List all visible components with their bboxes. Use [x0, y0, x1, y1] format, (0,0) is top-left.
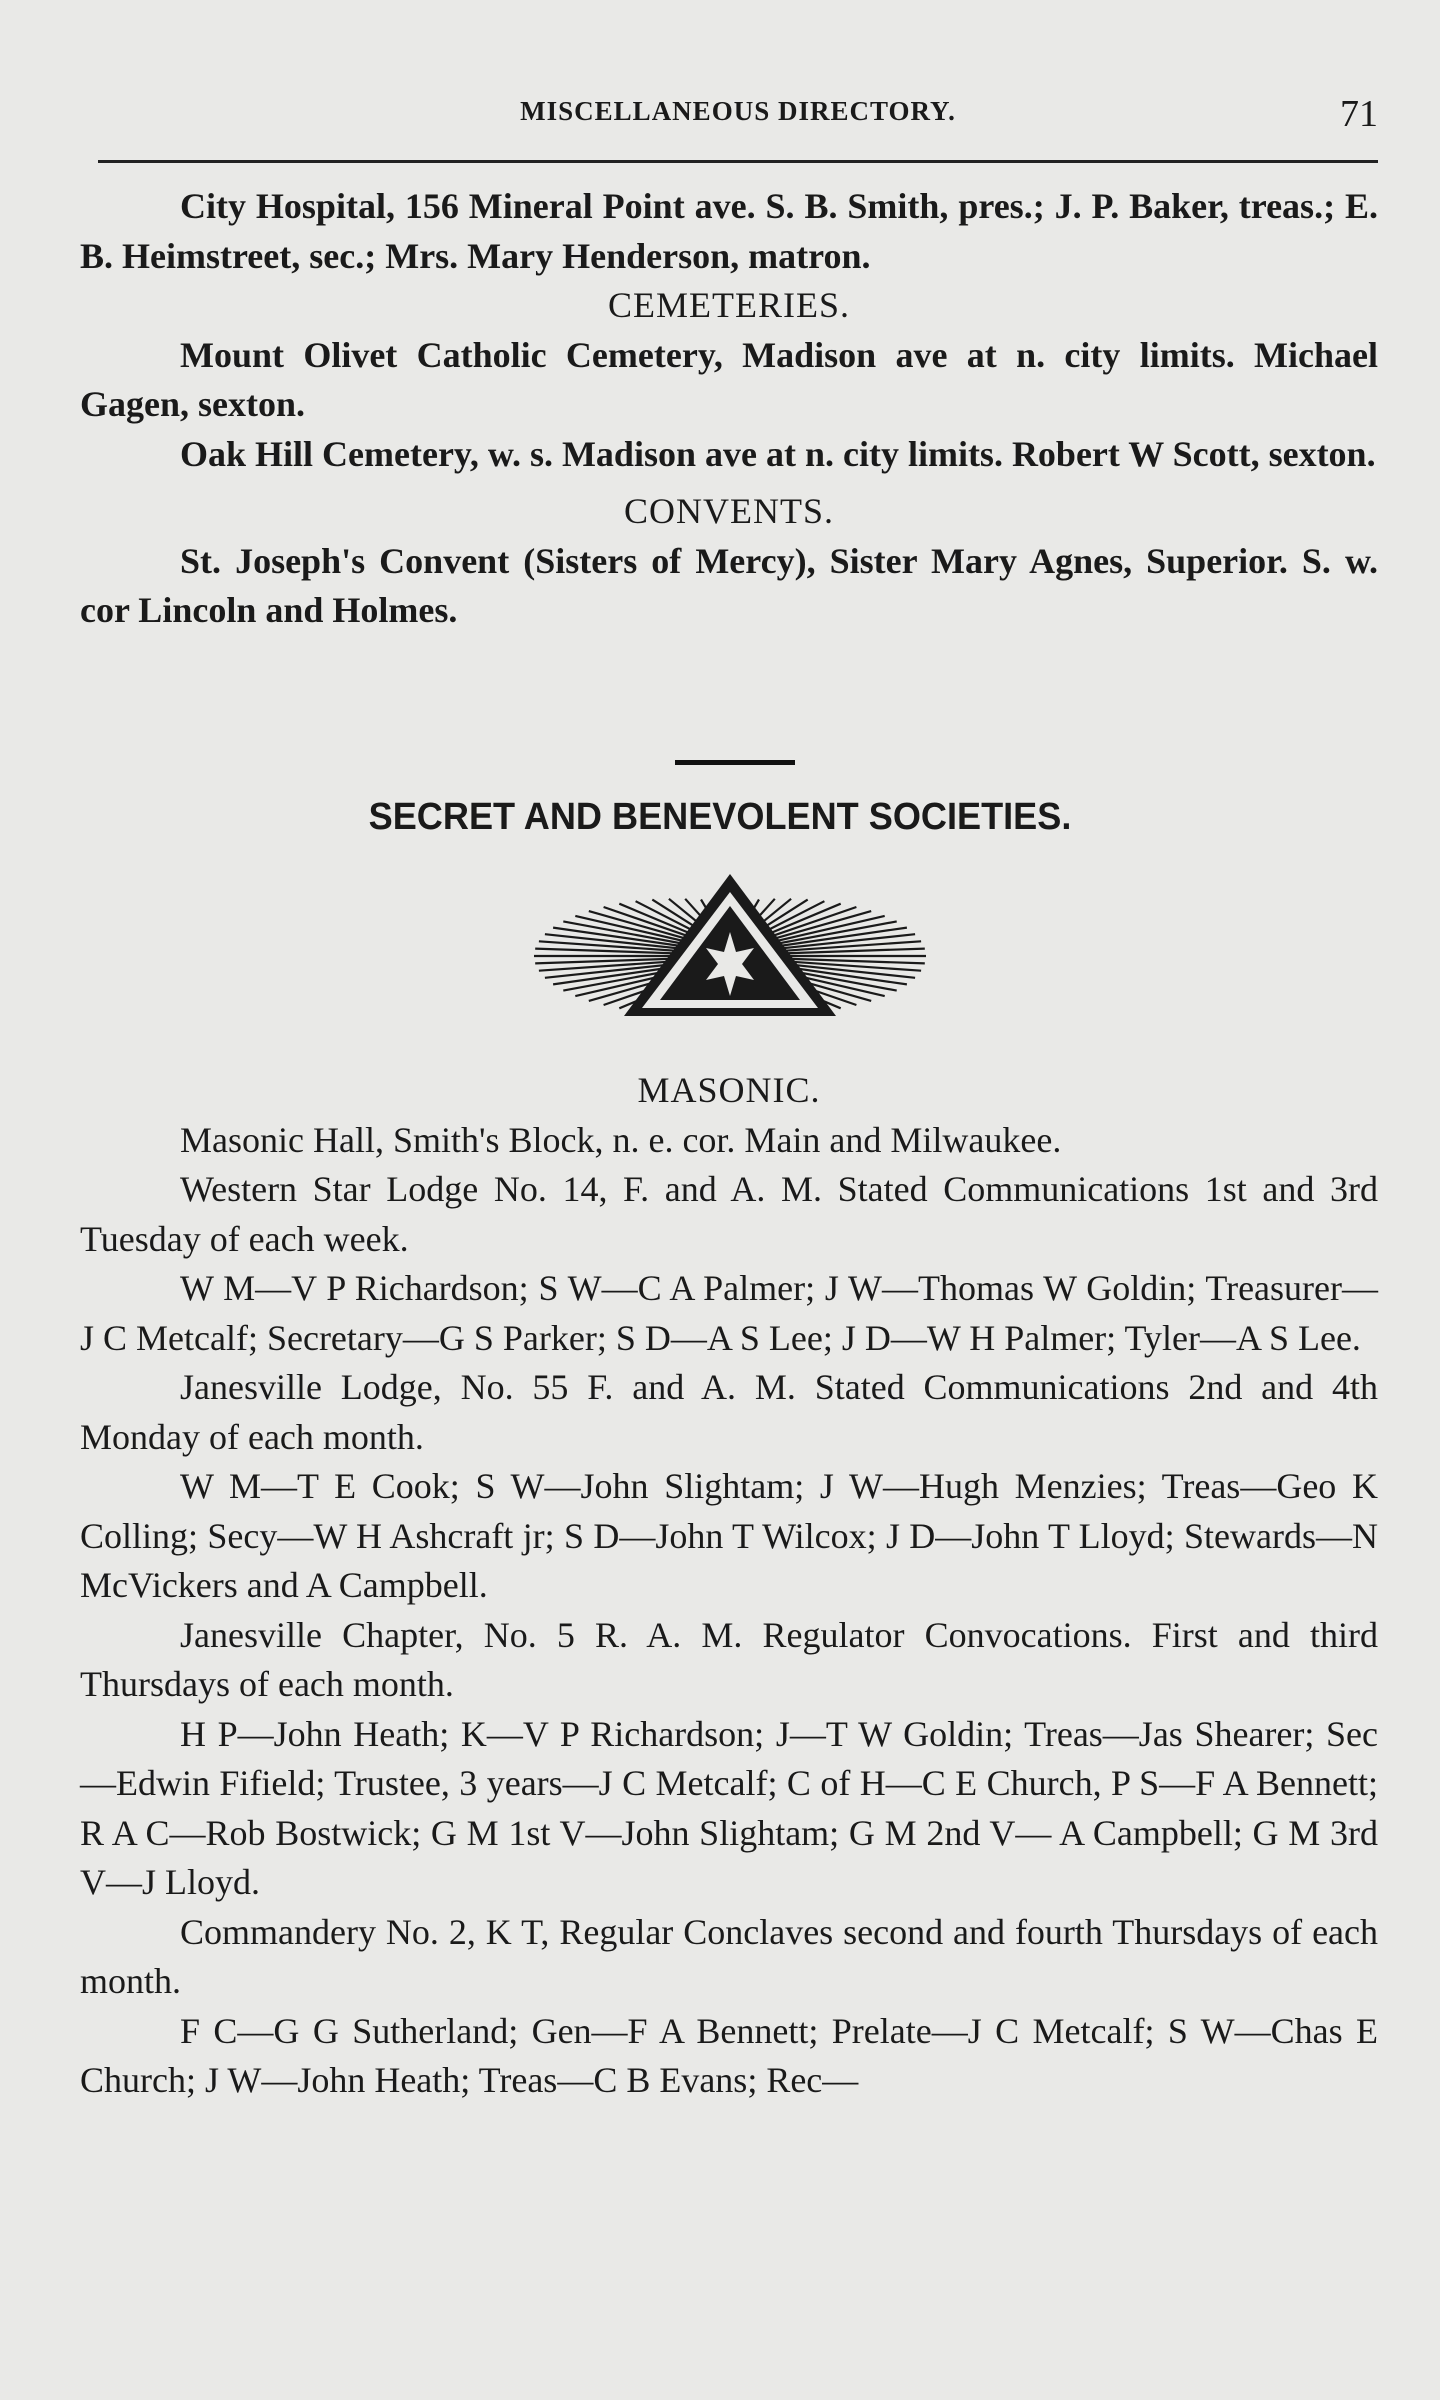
section-divider	[675, 760, 795, 765]
section-title: SECRET AND BENEVOLENT SOCIETIES.	[368, 796, 1072, 838]
janesville-lodge-officers: W M—T E Cook; S W—John Slightam; J W—Hugh Menzies; Treas—Geo K Colling; Secy—W H Ashcraft jr; S D—John T Wilcox; J D—John T Lloyd; Stewards—N McVickers and A Campbell.	[80, 1466, 1378, 1605]
commandery-entry: Commandery No. 2, K T, Regular Conclaves second and fourth Thursdays of each month.	[80, 1911, 1378, 2001]
header-rule	[98, 160, 1378, 163]
janesville-chapter-officers: H P—John Heath; K—V P Richardson; J—T W Goldin; Treas—Jas Shearer; Sec—Edwin Fifield; Trustee, 3 years—J C Metcalf; C of H—C E Church, P S—F A Bennett; R A C—Rob Bostwick; G M 1st V—John Slightam; G M 2nd V— A Campbell; G M 3rd V—J Lloyd.	[80, 1713, 1378, 1902]
masonic-triangle-star-icon	[532, 860, 928, 1026]
western-star-lodge-entry: Western Star Lodge No. 14, F. and A. M. Stated Communications 1st and 3rd Tuesday of each week.	[80, 1169, 1378, 1259]
masonic-heading: MASONIC.	[637, 1070, 821, 1110]
running-head	[98, 92, 1378, 138]
janesville-chapter-entry: Janesville Chapter, No. 5 R. A. M. Regulator Convocations. First and third Thursdays of each month.	[80, 1614, 1378, 1704]
commandery-officers: F C—G G Sutherland; Gen—F A Bennett; Prelate—J C Metcalf; S W—Chas E Church; J W—John Heath; Treas—C B Evans; Rec—	[80, 2010, 1378, 2100]
page-number: 71	[1340, 93, 1378, 135]
mount-olivet-entry: Mount Olivet Catholic Cemetery, Madison ave at n. city limits. Michael Gagen, sexton.	[80, 334, 1378, 424]
janesville-lodge-entry: Janesville Lodge, No. 55 F. and A. M. Stated Communications 2nd and 4th Monday of each month.	[80, 1367, 1378, 1457]
cemeteries-heading: CEMETERIES.	[608, 285, 850, 325]
upper-listings	[80, 182, 1378, 636]
city-hospital-entry: City Hospital, 156 Mineral Point ave. S. B. Smith, pres.; J. P. Baker, treas.; E. B. Heimstreet, sec.; Mrs. Mary Henderson, matron.	[80, 186, 1378, 276]
convents-heading: CONVENTS.	[623, 491, 834, 531]
running-head-title: MISCELLANEOUS DIRECTORY.	[520, 96, 956, 126]
western-star-lodge-officers: W M—V P Richardson; S W—C A Palmer; J W—Thomas W Goldin; Treasurer—J C Metcalf; Secretary—G S Parker; S D—A S Lee; J D—W H Palmer; Tyler—A S Lee.	[80, 1268, 1378, 1358]
oak-hill-entry: Oak Hill Cemetery, w. s. Madison ave at n. city limits. Robert W Scott, sexton.	[180, 433, 1376, 474]
masonic-listings	[80, 1066, 1378, 2106]
masonic-hall-entry: Masonic Hall, Smith's Block, n. e. cor. Main and Milwaukee.	[180, 1119, 1062, 1160]
st-joseph-convent-entry: St. Joseph's Convent (Sisters of Mercy), Sister Mary Agnes, Superior. S. w. cor Lincoln and Holmes.	[80, 540, 1378, 630]
